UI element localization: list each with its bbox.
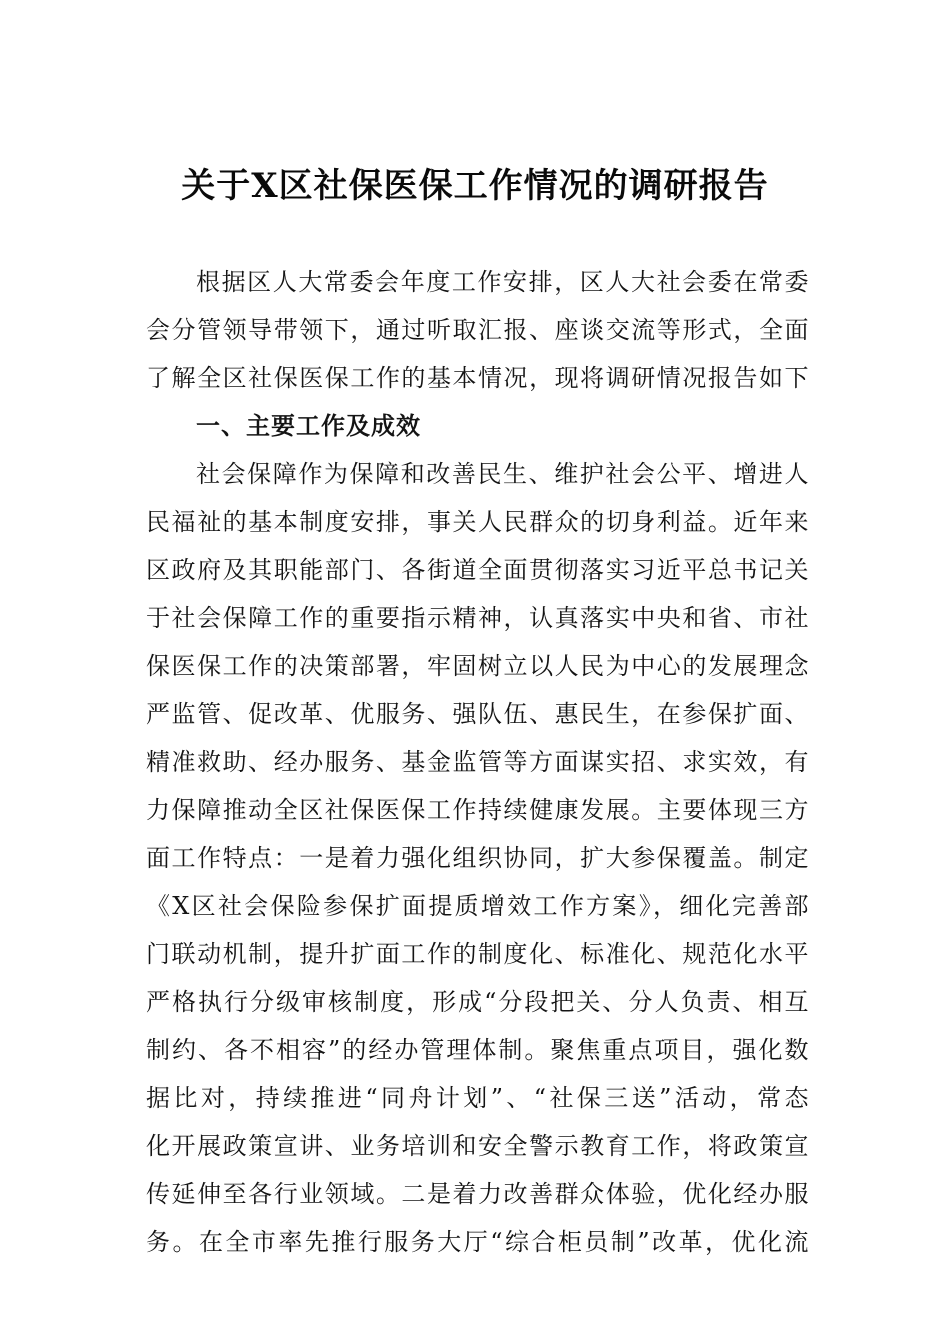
paragraph-line: 制约、各不相容”的经办管理体制。聚焦重点项目，强化数: [146, 1036, 810, 1064]
paragraph-line: 严监管、促改革、优服务、强队伍、惠民生，在参保扩面、: [146, 700, 810, 728]
paragraph-line: 了解全区社保医保工作的基本情况，现将调研情况报告如下: [146, 364, 810, 392]
paragraph-line: 于社会保障工作的重要指示精神，认真落实中央和省、市社: [146, 604, 810, 632]
paragraph-line: 严格执行分级审核制度，形成“分段把关、分人负责、相互: [146, 988, 810, 1016]
paragraph-line: 会分管领导带领下，通过听取汇报、座谈交流等形式，全面: [146, 316, 810, 344]
paragraph-line: 面工作特点：一是着力强化组织协同，扩大参保覆盖。制定: [146, 844, 810, 872]
paragraph-line: 门联动机制，提升扩面工作的制度化、标准化、规范化水平: [146, 940, 810, 968]
paragraph-line: 力保障推动全区社保医保工作持续健康发展。主要体现三方: [146, 796, 810, 824]
paragraph-line: 传延伸至各行业领域。二是着力改善群众体验，优化经办服: [146, 1180, 810, 1208]
paragraph-line: 根据区人大常委会年度工作安排，区人大社会委在常委: [196, 268, 810, 296]
paragraph-line: 《X区社会保险参保扩面提质增效工作方案》，细化完善部: [146, 892, 810, 920]
paragraph-line: 化开展政策宣讲、业务培训和安全警示教育工作，将政策宣: [146, 1132, 810, 1160]
paragraph-line: 务。在全市率先推行服务大厅“综合柜员制”改革，优化流: [146, 1228, 810, 1256]
paragraph-line: 社会保障作为保障和改善民生、维护社会公平、增进人: [196, 460, 810, 488]
paragraph-line: 据比对，持续推进“同舟计划”、“社保三送”活动，常态: [146, 1084, 810, 1112]
document-title: 关于X区社保医保工作情况的调研报告: [181, 166, 769, 206]
section-heading: 一、主要工作及成效: [196, 412, 421, 440]
paragraph-line: 精准救助、经办服务、基金监管等方面谋实招、求实效，有: [146, 748, 810, 776]
paragraph-line: 民福祉的基本制度安排，事关人民群众的切身利益。近年来: [146, 508, 810, 536]
paragraph-line: 保医保工作的决策部署，牢固树立以人民为中心的发展理念: [146, 652, 810, 680]
paragraph-line: 区政府及其职能部门、各街道全面贯彻落实习近平总书记关: [146, 556, 810, 584]
document-body: [146, 258, 810, 1266]
